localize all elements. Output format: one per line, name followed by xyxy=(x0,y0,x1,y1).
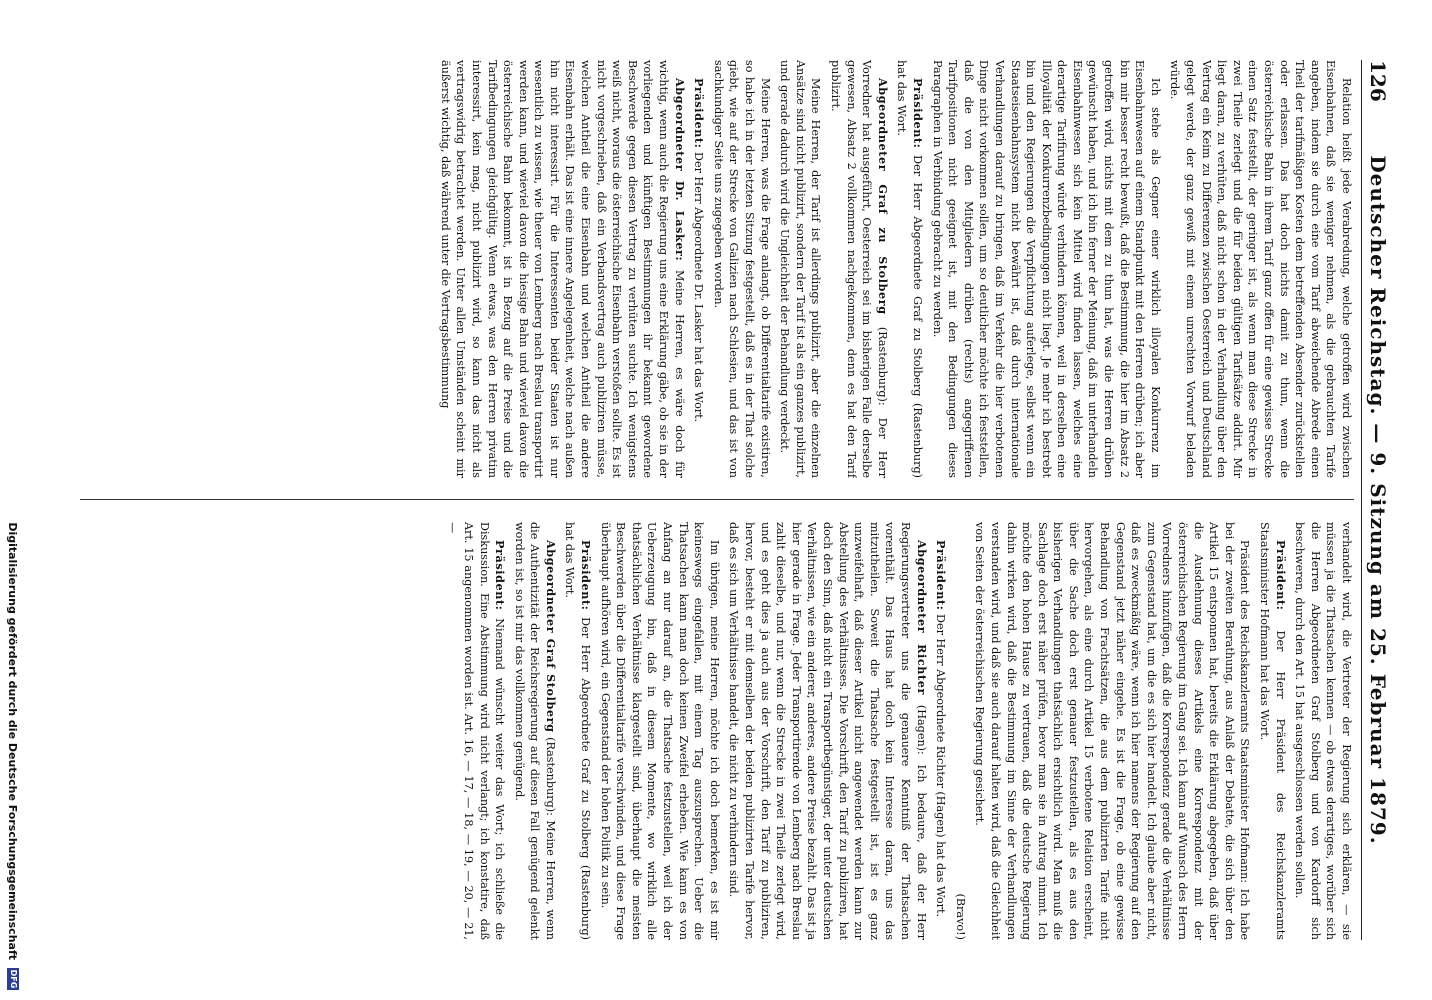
body-paragraph: verhandelt wird, die Vertreter der Regierung sich erklären, — sie müssen ja die Thatsachen kennen — ob etwas derartiges, worüber sich die Herren Abgeordneten Graf Stolberg und von Kardorff sich beschweren, durch den Art. 15 hat ausgeschlossen werden sollen. xyxy=(1293,522,1353,940)
speech-paragraph xyxy=(894,60,925,478)
speech-text: Niemand wünscht weiter das Wort; ich schließe die Diskussion. Eine Abstimmung wird nicht verlangt; ich konstatire, daß Art. 15 angenommen worden ist. Art. 16, — 17, — 18, — 19, — 20, — 21, — xyxy=(446,522,507,940)
credit-text: Digitalisierung gefördert durch die Deutsche Forschungsgemeinschaft xyxy=(6,522,20,960)
column-divider xyxy=(80,499,1354,500)
speaker-name: Präsident: xyxy=(1273,540,1288,611)
speech-paragraph xyxy=(827,60,889,478)
speech-text: Der Herr Abgeordnete Graf zu Stolberg (Rastenburg) hat das Wort. xyxy=(895,60,924,478)
speech-paragraph xyxy=(1256,522,1287,940)
body-paragraph: Relation heißt jede Verabredung, welche getroffen wird zwischen Eisenbahnen, daß sie weniger nehmen, als die gebrauchten Tarife angeben, indem sie durch eine vom Tarif abweichende Abrede einen Theil der tarifmäßigen Kosten dem betreffenden Absender zurückstellen oder erlassen. Das hat doch nichts damit zu thun, wenn die österreichische Bahn in ihrem Tarif ganz offen für eine gewisse Strecke einen Satz feststellt, der geringer ist, als wenn man diese Strecke in zwei Theile zerlegt und die für beiden gültigen Tarifsätze addirt. Mir liegt daran, zu verhüten, daß nicht schon in der Verhandlung über den Vertrag ein Keim zu Differenzen zwischen Oesterreich und Deutschland gelegt werde, der ganz gewiß mit einem unrechten Vorwurf beladen würde. xyxy=(1168,60,1353,478)
speech-text: Der Herr Abgeordnete Graf zu Stolberg (Rastenburg) hat das Wort. xyxy=(563,522,593,940)
speech-text: (Hagen): Ich bedaure, daß der Herr Regierungsvertreter uns die genauere Kenntniß der Thatsachen vorenthält. Das Haus hat doch kein Interesse daran, uns das mitzutheilen. Soweit die Thatsache festgestellt ist, ist es ganz unzweifelhaft, daß dieser Artikel nicht angewendet werden kann zur Abstellung des Verhältnisses. Die Vorschrift, den Tarif zu publiziren, hat doch den Sinn, daß nicht ein Transportbegünstiger, der unter deutschen Verhältnissen, wie ein anderer, anderes, andere Preise bezahlt. Das ist ja hier gerade in Frage. Jeder Transportirende von Lemberg nach Breslau zahlt dieselbe, und nur, wenn die Strecke in zwei Theile zerlegt wird, und es geht dies ja auch aus der Vorschrift, den Tarif zu publiziren, hervor, besteht er mit demselben der beiden publizirten Tarife hervor, daß es sich um Verhältnisse handelt, die nicht zu verhindern sind. xyxy=(727,522,928,940)
speech-paragraph xyxy=(933,522,949,940)
body-paragraph: Präsident des Reichskanzleramts Staatsminister Hofmann: Ich habe bei der zweiten Berathung, aus Anlaß der Debatte, die sich über den Artikel 15 entsponnen hat, bereits die Erklärung abgegeben, daß über die Ausdehnung dieses Artikels eine Korrespondenz mit der österreichischen Regierung im Gang sei. Ich kann auf Wunsch des Herrn Vorredners hinzufügen, daß die Korrespondenz gerade die Verhältnisse zum Gegenstand hat, um die es sich hier handelt. Ich glaube aber nicht, daß es zweckmäßig wäre, wenn ich hier namens der Regierung auf den Gegenstand jetzt näher eingehe. Es ist die Frage, ob eine gewisse Behandlung von Frachtsätzen, die aus dem publizirten Tarife nicht hervorgehen, als eine durch Artikel 15 verbotene Relation erscheint, über die Sache doch erst genauer festzustellen, als es aus den bisherigen Verhandlungen thatsächlich ersichtlich wird. Man muß die Sachlage doch erst näher prüfen, bevor man sie in Antrag nimmt. Ich möchte den hohen Hause zu vertrauen, daß die deutsche Regierung dahin wirken wird, daß die Bestimmung im Sinne der Verhandlungen verstanden wird, und daß sie auch darauf halten wird, daß die Gleichheit von Seiten der österreichischen Regierung gesichert. xyxy=(973,522,1252,940)
digitization-credit xyxy=(0,0,26,1000)
body-paragraph: Meine Herren, was die Frage anlangt, ob Differentialtarife existiren, so habe ich in der letzten Sitzung festgestellt, daß es in der That solche giebt, wie auf der Strecke von Galizien nach Schlesien, und das ist von sachkundiger Seite uns zugegeben worden. xyxy=(711,60,772,478)
speech-text: Der Herr Abgeordnete Dr. Lasker hat das Wort. xyxy=(692,152,706,423)
speech-paragraph xyxy=(445,522,507,940)
speech-paragraph xyxy=(562,522,593,940)
speech-paragraph xyxy=(691,60,707,478)
speech-paragraph xyxy=(511,522,558,940)
left-column xyxy=(80,60,1354,478)
speaker-name: Präsident: xyxy=(692,78,707,149)
speaker-name: Abgeordneter Richter xyxy=(914,540,929,695)
speaker-name: Abgeordneter Graf Stolberg xyxy=(543,540,558,733)
body-paragraph: Ich stehe als Gegner einer wirklich illoyalen Konkurrenz im Eisenbahnwesen auf einem Standpunkt mit den Herren drüben; ich aber bin mir besser recht bewußt, daß die Bestimmung, die hier im Absatz 2 getroffen wird, nichts mit dem zu thun hat, was die Herren drüben gewünscht haben, und ich bin ferner der Meinung, daß im unterhandeln Eisenbahnwesen sich kein Mittel wird finden lassen, welches eine derartige Tarifirung würde verhindern können, weil in derselben eine Illoyalität der Konkurrenzbedingungen nicht liegt. Je mehr ich bestrebt bin und den Regierungen die Verpflichtung auferlege, selbst wenn ein Staatseisenbahnsystem nicht bewährt ist, daß durch internationale Verhandlungen darauf zu bringen, daß im Verkehr die hier verbotenen Dinge nicht vorkommen sollen, um so deutlicher möchte ich feststellen, daß die von den Mitgliedern drüben (rechts) angegriffenen Tarifpositionen nicht geeignet ist, mit den Bedingungen dieses Paragraphen in Verbindung gebracht zu werden. xyxy=(930,60,1162,478)
speaker-name: Präsident: xyxy=(910,78,925,149)
speaker-name: Abgeordneter Dr. Lasker: xyxy=(672,78,687,262)
body-paragraph: Meine Herren, der Tarif ist allerdings publizirt, aber die einzelnen Ansätze sind nicht publizirt, sondern der Tarif ist als ein ganzes publizirt, und gerade dadurch wird die Ungleichheit der Behandlung verdeckt. xyxy=(778,60,823,478)
speaker-name: Präsident: xyxy=(579,540,594,611)
speech-text: Der Herr Präsident des Reichskanzleramts Staatsminister Hofmann hat das Wort. xyxy=(1258,522,1287,940)
speech-text: Der Herr Abgeordnete Richter (Hagen) hat das Wort. xyxy=(934,614,948,918)
speech-text: (Rastenburg): Meine Herren, wenn die Authentizität der Reichsregierung auf diesen Fall genügend gelenkt worden ist, so ist mir das vollkommen genügend. xyxy=(512,522,557,940)
running-title: Deutscher Reichstag. — 9. Sitzung am 25. Februar 1879. xyxy=(1366,155,1390,845)
speech-paragraph xyxy=(726,522,929,940)
page-number: 126 xyxy=(1366,60,1390,102)
page-header xyxy=(1361,60,1402,940)
speech-text: Meine Herren, es wäre doch für wichtig, wenn auch die Regierung uns eine Erklärung gäbe, ob sie in der vorliegenden und künftigen Bestimmungen ihr bekannt gewordene Beschwerde gegen diesen Vertrag zu verhüten suchte. Ich wenigstens weiß nicht, woraus die österreichische Eisenbahn verstoßen sollte. Es ist nicht vorgeschrieben, daß ein Verbandsvertrag auch publiziren müsse, welchen Antheil die eine Eisenbahn und welchen Antheil die andere Eisenbahn erhält. Das ist eine innere Angelegenheit, welche nach außen hin nicht interessirt. Für die Interessenten beider Staaten ist nur wesentlich zu wissen, wie theuer von Lemberg nach Breslau transportirt werden kann, und wieviel davon die hiesige Bahn und wieviel davon die österreichische Bahn bekommt, ist in Bezug auf die Preise und die Tarifbedingungen gleichgültig. Wenn etwas, was den Herren privatim interessirt, kein mag, nicht publizirt wird, so kann das nicht als vertragswidrig betrachtet werden. Unter allen Umständen scheint mir äußerst wichtig, daß während unter die Vertragsbestimmung xyxy=(438,60,686,478)
dfg-logo: DFG xyxy=(9,969,18,989)
speaker-name: Präsident: xyxy=(934,540,949,611)
interjection-note: (Bravo!) xyxy=(953,893,967,940)
speaker-name: Präsident: xyxy=(493,540,508,611)
speaker-name: Abgeordneter Graf zu Stolberg xyxy=(875,78,890,315)
body-paragraph: Im übrigen, meine Herren, möchte ich doch bemerken, es ist mir keineswegs eingefallen, mit einem Tag auszusprechen. Ueber die Thatsachen kann man doch keinen Zweifel erheben. Wie kann es von Anfang an nur darauf an, die Thatsache festzustellen, weil ich der Ueberzeugung bin, daß in diesem Momente, wo wirklich alle thatsächlichen Verhältnisse klargestellt sind, überhaupt die meisten Beschwerden über die Differentialtarife verschwinden, und diese Frage überhaupt aufhören wird, ein Gegenstand der hohen Politik zu sein. xyxy=(598,522,721,940)
speech-paragraph xyxy=(437,60,687,478)
speech-text: (Rastenburg): Der Herr Vorredner hat ausgeführt, Oesterreich sei im bisherigen Falle derselbe gewesen, Absatz 2 vollkommen nachgekommen, denn es hat den Tarif publizirt. xyxy=(829,60,889,478)
right-column xyxy=(80,522,1354,940)
